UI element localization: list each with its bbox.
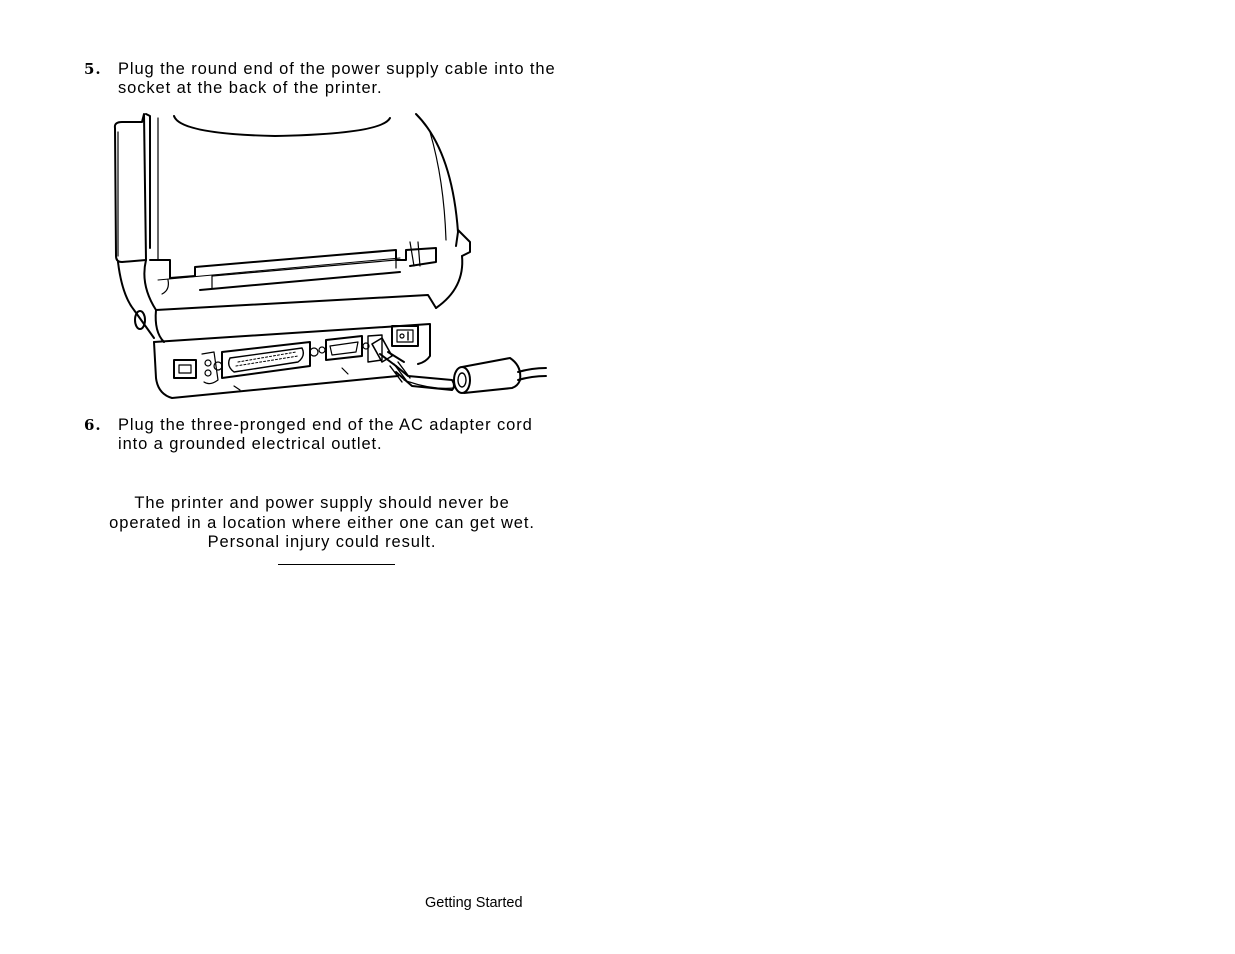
step-number: 6. (84, 416, 102, 434)
step-text: Plug the round end of the power supply cable into the socket at the back of the printer. (118, 60, 556, 97)
step-text: Plug the three-pronged end of the AC adapter cord into a grounded electrical outlet. (118, 416, 533, 453)
printer-power-cable-drawing (110, 110, 550, 405)
step-6 (84, 416, 564, 454)
step-5 (84, 60, 564, 98)
step-number: 5. (84, 60, 102, 78)
section-divider (278, 564, 395, 565)
page-footer-section-title: Getting Started (425, 895, 523, 911)
printer-back-illustration (110, 110, 550, 405)
warning-text: The printer and power supply should never be operated in a location where either one can get wet. Personal injury could result. (109, 494, 535, 551)
